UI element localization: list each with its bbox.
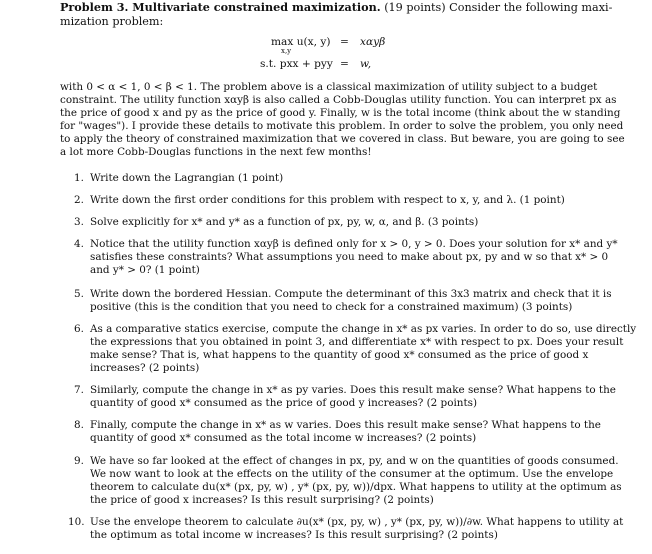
objective-rhs: xαyβ	[360, 36, 386, 48]
intro-line: to apply the theory of constrained maximization that we covered in class. But beware, you are going to see	[60, 133, 625, 146]
question-text: We have so far looked at the effect of changes in px, py, and w on the quantities of goods consumed. We now want to look at the effects on the utility of the consumer at the optimum. Use the envelope theorem to calculate du(x* (px, py, w) , y* (px, py, w))/dpx. What happens to utility at the optimum as the price of good x increases? Is this result surprising? (2 points)	[90, 455, 622, 506]
problem-header-line-1	[60, 0, 645, 15]
question-number: 1.	[74, 172, 84, 184]
problem-header	[60, 0, 645, 29]
intro-paragraph	[60, 81, 645, 160]
question-text: Write down the first order conditions for this problem with respect to x, y, and λ. (1 point)	[90, 194, 565, 206]
question-text: Similarly, compute the change in x* as py varies. Does this result make sense? What happens to the quantity of good x* consumed as the price of good y increases? (2 points)	[90, 384, 616, 409]
intro-line: the price of good x and py as the price of good y. Finally, w is the total income (think about the w standing	[60, 107, 621, 120]
intro-line: constraint. The utility function xαyβ is also called a Cobb-Douglas utility function. You can interpret px as	[60, 94, 617, 107]
question-number: 8.	[74, 419, 84, 431]
problem-points: (19 points) Consider the following maxi-	[384, 1, 613, 14]
question-text: Write down the bordered Hessian. Compute the determinant of this 3x3 matrix and check that it is positive (this is the condition that you need to check for a constrained maximum) (3 points)	[90, 288, 612, 313]
question-number: 3.	[74, 216, 84, 228]
constraint-rhs: w,	[360, 58, 372, 70]
question-text: Write down the Lagrangian (1 point)	[90, 172, 284, 184]
objective-lhs: max u(x, y)	[271, 36, 331, 48]
question-text: Notice that the utility function xαyβ is defined only for x > 0, y > 0. Does your solution for x* and y* satisfies these constraints? What assumptions you need to make about px, py and w so that x* > 0 and y* > 0? (1 point)	[90, 238, 618, 276]
intro-line: a lot more Cobb-Douglas functions in the next few months!	[60, 146, 372, 159]
problem-header-line-2: mization problem:	[60, 15, 164, 28]
question-text: Use the envelope theorem to calculate ∂u(x* (px, py, w) , y* (px, py, w))/∂w. What happens to utility at the optimum as total income w increases? Is this result surprising? (2 points)	[90, 516, 624, 541]
problem-title: Problem 3. Multivariate constrained maximization.	[60, 0, 381, 14]
intro-line: with 0 < α < 1, 0 < β < 1. The problem above is a classical maximization of utility subject to a budget	[60, 81, 598, 93]
question-text: As a comparative statics exercise, compute the change in x* as px varies. In order to do so, use directly the expressions that you obtained in point 3, and differentiate x* with respect to px. Does your result make sense? That is, what happens to the quantity of good x* consumed as the price of good x increases? (2 points)	[90, 323, 637, 374]
intro-line: for "wages"). I provide these details to motivate this problem. In order to solve the problem, you only need	[60, 120, 624, 133]
question-number: 10.	[68, 516, 85, 528]
question-number: 9.	[74, 455, 84, 467]
objective-equals: =	[340, 36, 349, 48]
question-number: 2.	[74, 194, 84, 206]
question-number: 5.	[74, 288, 84, 300]
question-text: Finally, compute the change in x* as w varies. Does this result make sense? What happens to the quantity of good x* consumed as the total income w increases? (2 points)	[90, 419, 601, 444]
constraint-equals: =	[340, 58, 349, 70]
objective-subscript: x,y	[281, 47, 292, 55]
question-text: Solve explicitly for x* and y* as a function of px, py, w, α, and β. (3 points)	[90, 216, 479, 228]
question-number: 4.	[74, 238, 84, 250]
constraint-lhs: s.t. pxx + pyy	[260, 58, 333, 70]
question-number: 7.	[74, 384, 84, 396]
question-number: 6.	[74, 323, 84, 335]
